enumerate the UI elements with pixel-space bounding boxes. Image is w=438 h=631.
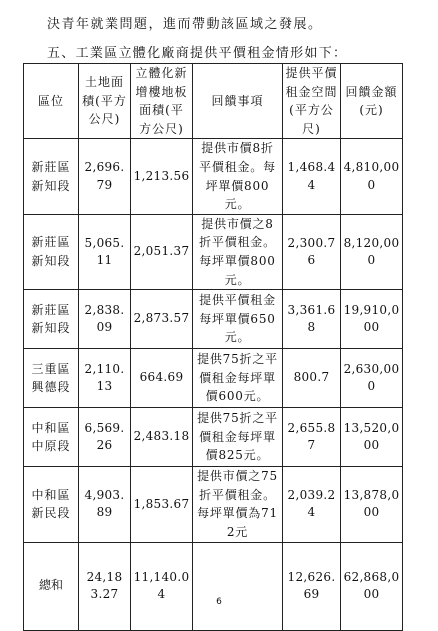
header-floor-area: 立體化新增樓地板面積(平方公尺): [131, 64, 193, 139]
land-area-cell: 2,110.13: [79, 349, 131, 408]
floor-area-cell: 1,213.56: [131, 139, 193, 214]
total-label-cell: 總和: [24, 542, 79, 630]
header-land-area: 土地面積(平方公尺): [79, 64, 131, 139]
feedback-cell: 提供市價之75折平價租金。每坪單價為712元: [193, 467, 283, 542]
table-row: [24, 214, 403, 289]
amount-cell: 8,120,000: [341, 214, 403, 289]
feedback-cell: 提供平價租金每坪單價650元。: [193, 290, 283, 349]
feedback-cell: 提供市價8折平價租金。每坪單價800元。: [193, 139, 283, 214]
district-name: 新莊區新知段: [31, 302, 71, 336]
floor-area-cell: 1,853.67: [131, 467, 193, 542]
floor-area-cell: 664.69: [131, 349, 193, 408]
land-area-cell: 6,569.26: [79, 408, 131, 467]
header-feedback: 回饋事項: [193, 64, 283, 139]
header-amount: 回饋金額(元): [341, 64, 403, 139]
district-name: 中和區新民段: [31, 487, 71, 521]
floor-area-cell: 2,483.18: [131, 408, 193, 467]
table-row: [24, 349, 403, 408]
total-feedback-cell: [193, 542, 283, 630]
land-area-cell: 2,838.09: [79, 290, 131, 349]
space-cell: 2,655.87: [283, 408, 341, 467]
district-cell: [24, 139, 79, 214]
table-total-row: [24, 542, 403, 630]
district-cell: [24, 214, 79, 289]
land-area-cell: 5,065.11: [79, 214, 131, 289]
district-name: 新莊區新知段: [31, 159, 71, 193]
amount-cell: 13,520,000: [341, 408, 403, 467]
district-name: 三重區興德段: [31, 361, 71, 395]
district-cell: [24, 349, 79, 408]
land-area-cell: 4,903.89: [79, 467, 131, 542]
district-cell: [24, 467, 79, 542]
amount-cell: 19,910,000: [341, 290, 403, 349]
section-title: 五、工業區立體化廠商提供平價租金情形如下：: [47, 46, 348, 61]
amount-cell: 4,810,000: [341, 139, 403, 214]
table-row: [24, 408, 403, 467]
district-cell: [24, 408, 79, 467]
space-cell: 2,300.76: [283, 214, 341, 289]
amount-cell: 2,630,000: [341, 349, 403, 408]
total-amount-cell: 62,868,000: [341, 542, 403, 630]
district-cell: [24, 290, 79, 349]
total-floor-area-cell: 11,140.04: [131, 542, 193, 630]
total-space-cell: 12,626.69: [283, 542, 341, 630]
district-name: 新莊區新知段: [31, 235, 71, 268]
header-space: 提供平價租金空間(平方公尺): [283, 64, 341, 139]
space-cell: 2,039.24: [283, 467, 341, 542]
floor-area-cell: 2,051.37: [131, 214, 193, 289]
district-name: 中和區中原段: [31, 420, 71, 454]
space-cell: 800.7: [283, 349, 341, 408]
amount-cell: 13,878,000: [341, 467, 403, 542]
table-row: [24, 139, 403, 214]
intro-line: 決青年就業問題，進而帶動該區域之發展。: [47, 17, 323, 32]
feedback-cell: 提供75折之平價租金每坪單價600元。: [193, 349, 283, 408]
header-district: 區位: [24, 64, 79, 139]
page-number: 6: [216, 597, 222, 607]
table-row: [24, 290, 403, 349]
feedback-cell: 提供市價之8折平價租金。每坪單價800元。: [193, 214, 283, 289]
feedback-cell: 提供75折之平價租金每坪單價825元。: [193, 408, 283, 467]
land-area-cell: 2,696.79: [79, 139, 131, 214]
space-cell: 1,468.44: [283, 139, 341, 214]
table-header-row: [24, 64, 403, 139]
table-row: [24, 467, 403, 542]
total-land-area-cell: 24,183.27: [79, 542, 131, 630]
rent-table: [23, 63, 403, 631]
floor-area-cell: 2,873.57: [131, 290, 193, 349]
space-cell: 3,361.68: [283, 290, 341, 349]
